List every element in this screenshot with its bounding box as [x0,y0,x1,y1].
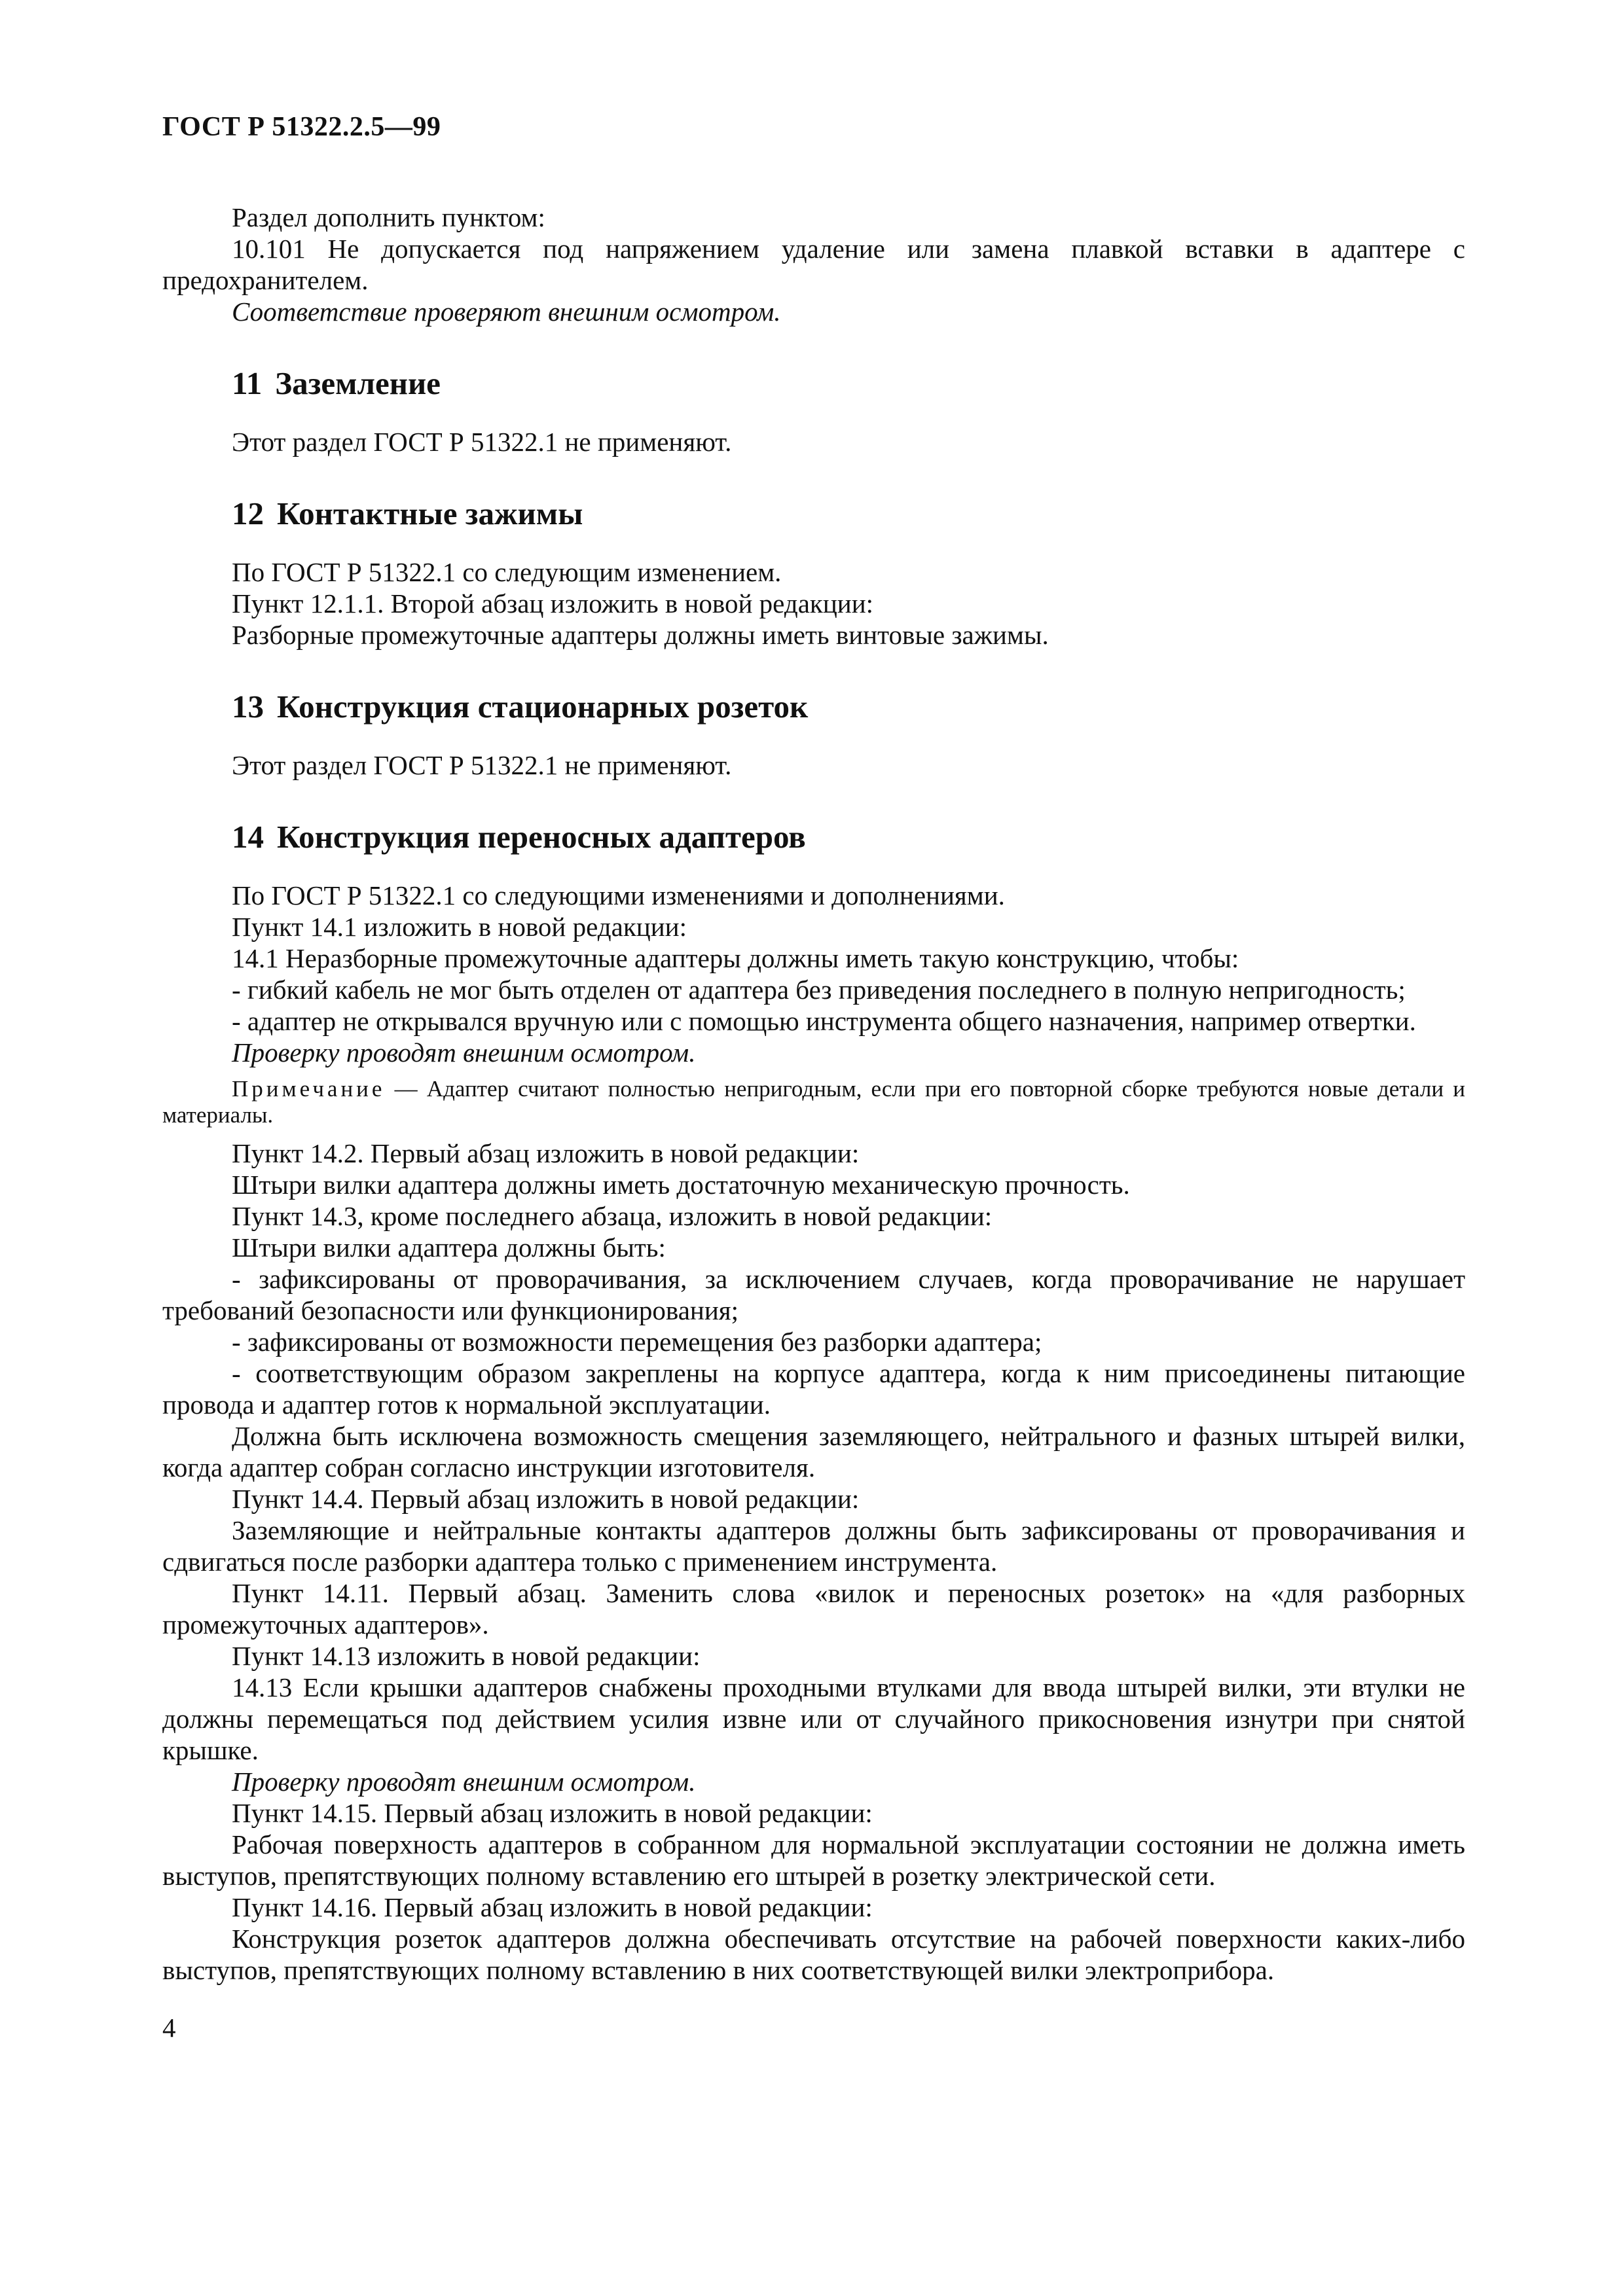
list-item: - соответствующим образом закреплены на корпусе адаптера, когда к ним присоединены питающие провода и адаптер готов к нормальной эксплуатации. [162,1358,1465,1420]
paragraph: Пункт 14.3, кроме последнего абзаца, изложить в новой редакции: [232,1201,993,1231]
list-item: - зафиксированы от возможности перемещения без разборки адаптера; [232,1327,1042,1357]
paragraph-italic: Проверку проводят внешним осмотром. [232,1037,696,1067]
paragraph: Пункт 14.4. Первый абзац изложить в новой редакции: [232,1484,860,1514]
paragraph: Разборные промежуточные адаптеры должны иметь винтовые зажимы. [232,620,1049,650]
section-heading-14 [232,819,1465,855]
section-title: Конструкция переносных адаптеров [277,819,806,855]
paragraph: Рабочая поверхность адаптеров в собранном для нормальной эксплуатации состоянии не должна иметь выступов, препятствующих полному вставлению его штырей в розетку электрической сети. [162,1829,1465,1891]
paragraph: Пункт 12.1.1. Второй абзац изложить в новой редакции: [232,588,874,619]
section-number: 12 [232,495,264,531]
section-number: 11 [232,365,263,401]
paragraph: Раздел дополнить пунктом: [232,202,545,232]
note-label: Примечание [232,1076,386,1102]
section-title: Заземление [275,365,441,401]
section-number: 14 [232,819,264,855]
paragraph: Пункт 14.15. Первый абзац изложить в новой редакции: [232,1798,873,1828]
paragraph-italic: Соответствие проверяют внешним осмотром. [232,296,781,327]
paragraph: Пункт 14.16. Первый абзац изложить в новой редакции: [232,1892,873,1922]
list-item: - адаптер не открывался вручную или с помощью инструмента общего назначения, например отвертки. [232,1006,1416,1036]
paragraph: 14.13 Если крышки адаптеров снабжены проходными втулками для ввода штырей вилки, эти втулки не должны перемещаться под действием усилия извне или от случайного прикосновения изнутри при снятой крышке. [162,1672,1465,1765]
paragraph: Должна быть исключена возможность смещения заземляющего, нейтрального и фазных штырей вилки, когда адаптер собран согласно инструкции изготовителя. [162,1421,1465,1482]
document-header: ГОСТ Р 51322.2.5—99 [162,112,441,142]
note-text: — Адаптер считают полностью непригодным, если при его повторной сборке требуются новые детали и материалы. [162,1076,1465,1128]
paragraph: 10.101 Не допускается под напряжением удаление или замена плавкой вставки в адаптере с предохранителем. [162,234,1465,295]
paragraph: Пункт 14.2. Первый абзац изложить в новой редакции: [232,1138,860,1168]
section-heading-13 [232,689,1465,725]
paragraph: Пункт 14.13 изложить в новой редакции: [232,1641,701,1671]
list-item: - зафиксированы от проворачивания, за исключением случаев, когда проворачивание не нарушает требований безопасности или функционирования; [162,1264,1465,1325]
section-number: 13 [232,689,264,725]
paragraph-italic: Проверку проводят внешним осмотром. [232,1767,696,1797]
page-number: 4 [162,2013,176,2043]
paragraph: Пункт 14.1 изложить в новой редакции: [232,912,687,942]
list-item: - гибкий кабель не мог быть отделен от адаптера без приведения последнего в полную непригодность; [232,975,1406,1005]
document-page [162,111,1465,2043]
paragraph: По ГОСТ Р 51322.1 со следующим изменением. [232,557,782,587]
paragraph: Пункт 14.11. Первый абзац. Заменить слова «вилок и переносных розеток» на «для разборных промежуточных адаптеров». [162,1578,1465,1640]
paragraph: 14.1 Неразборные промежуточные адаптеры должны иметь такую конструкцию, чтобы: [232,943,1239,973]
paragraph: Этот раздел ГОСТ Р 51322.1 не применяют. [232,427,732,457]
paragraph: Этот раздел ГОСТ Р 51322.1 не применяют. [232,750,732,780]
section-title: Контактные зажимы [277,495,583,531]
paragraph: Штыри вилки адаптера должны иметь достаточную механическую прочность. [232,1170,1130,1200]
paragraph: Заземляющие и нейтральные контакты адаптеров должны быть зафиксированы от проворачивания и сдвигаться после разборки адаптера только с применением инструмента. [162,1515,1465,1577]
section-title: Конструкция стационарных розеток [277,689,809,725]
section-heading-11 [232,365,1465,402]
paragraph: Конструкция розеток адаптеров должна обеспечивать отсутствие на рабочей поверхности каких-либо выступов, препятствующих полному вставлению в них соответствующей вилки электроприбора. [162,1924,1465,1985]
paragraph: Штыри вилки адаптера должны быть: [232,1232,666,1263]
paragraph: По ГОСТ Р 51322.1 со следующими изменениями и дополнениями. [232,880,1005,910]
note [162,1076,1465,1128]
section-heading-12 [232,495,1465,532]
